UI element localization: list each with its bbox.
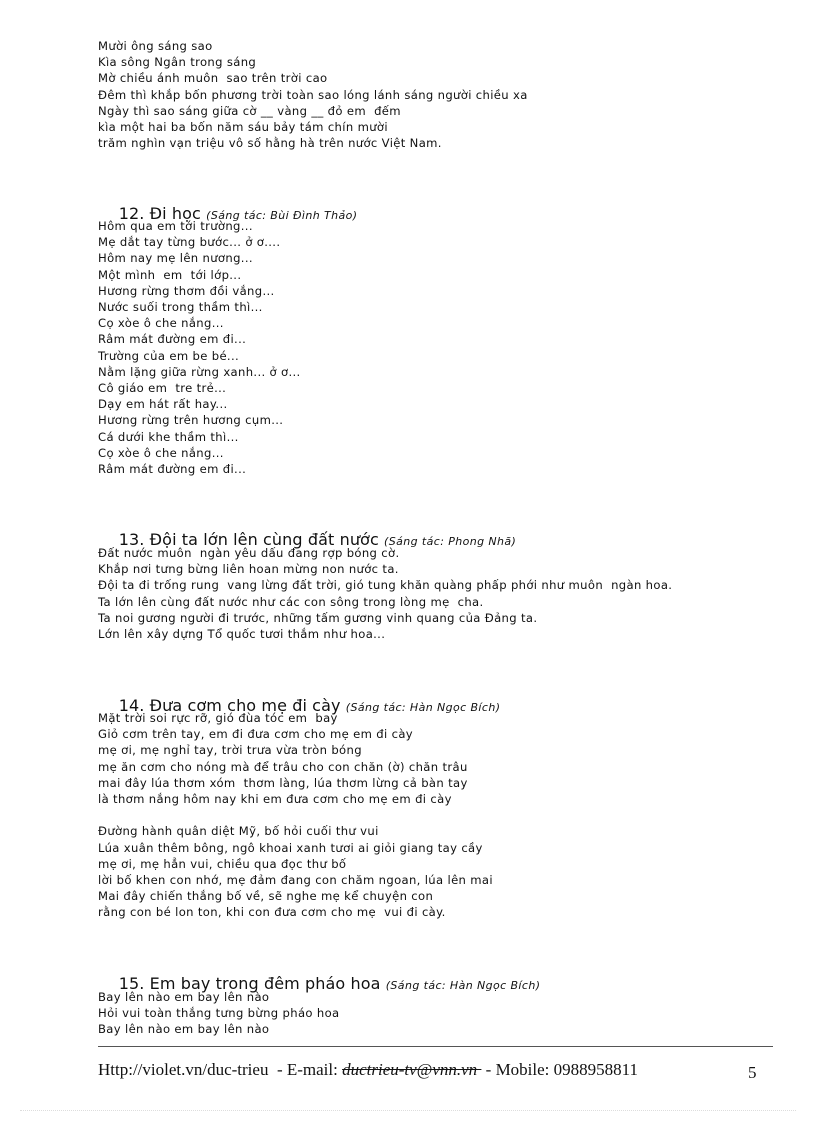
- lyric-line: Hương rừng thơm đồi vắng...: [98, 283, 275, 298]
- lyric-line: Trường của em be bé...: [98, 348, 240, 363]
- lyric-line: Khắp nơi tưng bừng liên hoan mừng non nước ta.: [98, 562, 399, 577]
- song-12-lyrics: [98, 218, 778, 477]
- lyric-line: Bay lên nào em bay lên nào: [98, 1022, 270, 1037]
- lyric-line: là thơm nắng hôm nay khi em đưa cơm cho mẹ em đi cày: [98, 792, 452, 807]
- intro-lyrics: [98, 38, 778, 151]
- song-title-text: 12. Đi học: [118, 204, 201, 223]
- lyric-line: lời bố khen con nhớ, mẹ đảm đang con chăm ngoan, lúa lên mai: [98, 873, 493, 888]
- lyric-line: Ngày thì sao sáng giữa cờ __ vàng __ đỏ em đếm: [98, 103, 401, 118]
- lyric-line: Mặt trời soi rực rỡ, gió đùa tóc em bay: [98, 711, 338, 725]
- lyric-line: Dạy em hát rất hay...: [98, 397, 228, 412]
- lyric-line: Ta noi gương người đi trước, những tấm gương vinh quang của Đảng ta.: [98, 610, 538, 625]
- lyric-line: mai đây lúa thơm xóm thơm làng, lúa thơm lừng cả bàn tay: [98, 775, 468, 790]
- lyric-line: Nước suối trong thầm thì...: [98, 300, 263, 315]
- song-author: (Sáng tác: Hàn Ngọc Bích): [385, 979, 541, 992]
- song-author: (Sáng tác: Phong Nhã): [384, 535, 517, 548]
- lyric-line: Mai đây chiến thắng bố về, sẽ nghe mẹ kể chuyện con: [98, 889, 434, 904]
- lyric-line: mẹ ơi, mẹ nghỉ tay, trời trưa vừa tròn bóng: [98, 743, 362, 758]
- lyric-line: Đêm thì khắp bốn phương trời toàn sao lóng lánh sáng người chiều xa: [98, 87, 528, 102]
- song-14-lyrics: [98, 710, 778, 921]
- lyric-line: Đường hành quân diệt Mỹ, bố hỏi cuối thư vui: [98, 824, 379, 839]
- lyric-line: Đội ta đi trống rung vang lừng đất trời, gió tung khăn quàng phấp phới như muôn ngàn hoa.: [98, 578, 673, 593]
- lyric-line: Râm mát đường em đi...: [98, 332, 247, 347]
- song-title-text: 14. Đưa cơm cho mẹ đi cày: [118, 696, 341, 715]
- song-author: (Sáng tác: Hàn Ngọc Bích): [345, 701, 501, 714]
- lyric-line: Một mình em tới lớp...: [98, 267, 242, 282]
- lyric-line: Cô giáo em tre trẻ...: [98, 381, 227, 396]
- lyric-line: Giỏ cơm trên tay, em đi đưa cơm cho mẹ em đi cày: [98, 727, 413, 742]
- lyric-line: Lớn lên xây dựng Tổ quốc tươi thắm như hoa...: [98, 627, 386, 642]
- lyric-line: Ta lớn lên cùng đất nước như các con sông trong lòng mẹ cha.: [98, 594, 484, 609]
- lyric-line: mẹ ơi, mẹ hẳn vui, chiều qua đọc thư bố: [98, 856, 347, 871]
- song-15-lyrics: [98, 989, 778, 1038]
- lyric-line: mẹ ăn cơm cho nóng mà để trâu cho con chăn (ờ) chăn trâu: [98, 759, 468, 774]
- lyric-line: rằng con bé lon ton, khi con đưa cơm cho mẹ vui đi cày.: [98, 905, 446, 920]
- page-footer: [98, 1060, 638, 1080]
- song-title-text: 15. Em bay trong đêm pháo hoa: [118, 974, 381, 993]
- footer-mobile: - Mobile: 0988958811: [481, 1060, 639, 1079]
- page-bottom-edge: [20, 1110, 796, 1111]
- lyric-line: Lúa xuân thêm bông, ngô khoai xanh tươi ai giỏi giang tay cầy: [98, 840, 483, 855]
- lyric-line: Cá dưới khe thầm thì...: [98, 429, 239, 444]
- lyric-line: Hương rừng trên hương cụm...: [98, 413, 284, 428]
- song-title-text: 13. Đội ta lớn lên cùng đất nước: [118, 530, 379, 549]
- lyric-line: Bay lên nào em bay lên nào: [98, 990, 270, 1004]
- song-13-lyrics: [98, 545, 778, 642]
- lyric-line: Cọ xòe ô che nắng...: [98, 316, 224, 331]
- lyric-line: kìa một hai ba bốn năm sáu bảy tám chín mười: [98, 120, 388, 135]
- lyric-line: Mờ chiều ánh muôn sao trên trời cao: [98, 71, 328, 86]
- footer-site[interactable]: Http://violet.vn/duc-trieu - E-mail:: [98, 1060, 343, 1079]
- lyric-line: Nằm lặng giữa rừng xanh... ở ơ...: [98, 364, 301, 379]
- footer-divider: [98, 1046, 773, 1047]
- lyric-line: Râm mát đường em đi...: [98, 462, 247, 477]
- lyric-line: Hôm qua em tới trường...: [98, 219, 253, 233]
- footer-email[interactable]: ductrieu-tv@vnn.vn: [342, 1060, 482, 1079]
- song-author: (Sáng tác: Bùi Đình Thảo): [206, 209, 358, 222]
- lyric-line: Cọ xòe ô che nắng...: [98, 445, 224, 460]
- stanza-break: [98, 807, 778, 823]
- page-number: 5: [748, 1063, 757, 1082]
- lyric-line: Đất nước muôn ngàn yêu dấu đang rợp bóng cờ.: [98, 546, 400, 560]
- lyric-line: Mẹ dắt tay từng bước... ở ơ....: [98, 235, 281, 250]
- lyric-line: trăm nghìn vạn triệu vô số hằng hà trên nước Việt Nam.: [98, 136, 442, 151]
- lyric-line: Hôm nay mẹ lên nương...: [98, 251, 253, 266]
- lyric-line: Kìa sông Ngân trong sáng: [98, 55, 257, 70]
- lyric-line: Mười ông sáng sao: [98, 39, 213, 53]
- lyric-line: Hỏi vui toàn thắng tưng bừng pháo hoa: [98, 1006, 340, 1021]
